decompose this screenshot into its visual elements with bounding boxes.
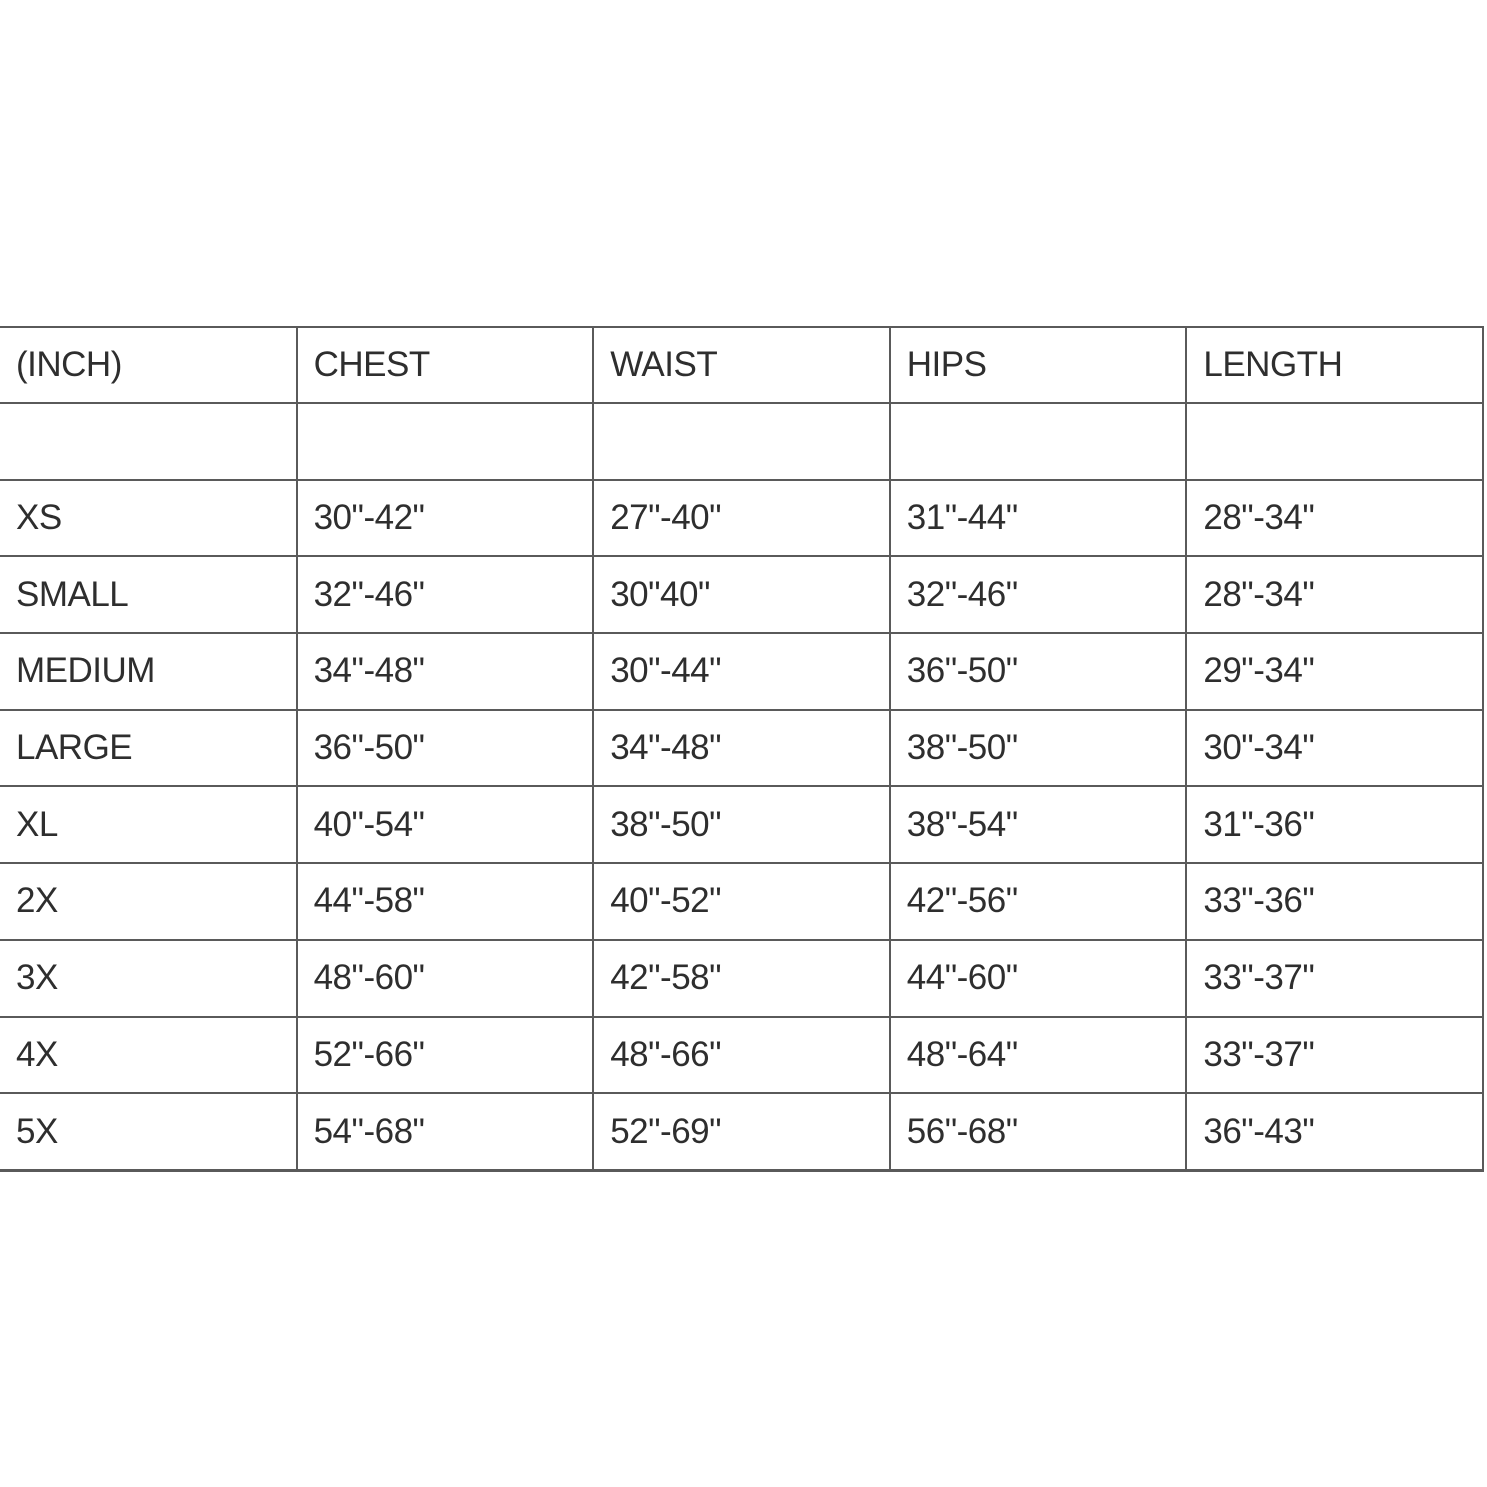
waist-value: 30"-44": [593, 633, 890, 710]
size-label: SMALL: [0, 556, 297, 633]
waist-value: 40"-52": [593, 863, 890, 940]
chest-value: 30"-42": [297, 480, 594, 557]
size-label: MEDIUM: [0, 633, 297, 710]
size-label: XL: [0, 786, 297, 863]
length-value: 36"-43": [1186, 1093, 1483, 1170]
size-label: 4X: [0, 1017, 297, 1094]
hips-value: 36"-50": [890, 633, 1187, 710]
chest-value: 52"-66": [297, 1017, 594, 1094]
header-unit: (INCH): [0, 327, 297, 403]
length-value: 28"-34": [1186, 556, 1483, 633]
hips-value: 44"-60": [890, 940, 1187, 1017]
waist-value: 34"-48": [593, 710, 890, 787]
waist-value: 52"-69": [593, 1093, 890, 1170]
table-row: [0, 710, 1483, 787]
table-row: [0, 1017, 1483, 1094]
chest-value: 34"-48": [297, 633, 594, 710]
length-value: 30"-34": [1186, 710, 1483, 787]
header-hips: HIPS: [890, 327, 1187, 403]
waist-value: 42"-58": [593, 940, 890, 1017]
table-row: [0, 556, 1483, 633]
length-value: 29"-34": [1186, 633, 1483, 710]
waist-value: 27"-40": [593, 480, 890, 557]
size-label: LARGE: [0, 710, 297, 787]
length-value: 28"-34": [1186, 480, 1483, 557]
table-row: [0, 786, 1483, 863]
header-chest: CHEST: [297, 327, 594, 403]
empty-cell: [297, 403, 594, 480]
table-row: [0, 633, 1483, 710]
header-length: LENGTH: [1186, 327, 1483, 403]
size-label: XS: [0, 480, 297, 557]
length-value: 33"-37": [1186, 1017, 1483, 1094]
waist-value: 38"-50": [593, 786, 890, 863]
header-waist: WAIST: [593, 327, 890, 403]
size-label: 3X: [0, 940, 297, 1017]
size-label: 5X: [0, 1093, 297, 1170]
length-value: 31"-36": [1186, 786, 1483, 863]
table-row: [0, 480, 1483, 557]
table-row: [0, 940, 1483, 1017]
chest-value: 40"-54": [297, 786, 594, 863]
hips-value: 42"-56": [890, 863, 1187, 940]
empty-cell: [890, 403, 1187, 480]
hips-value: 56"-68": [890, 1093, 1187, 1170]
chest-value: 44"-58": [297, 863, 594, 940]
empty-cell: [593, 403, 890, 480]
waist-value: 48"-66": [593, 1017, 890, 1094]
empty-row: [0, 403, 1483, 480]
chest-value: 48"-60": [297, 940, 594, 1017]
hips-value: 38"-50": [890, 710, 1187, 787]
header-row: [0, 327, 1483, 403]
chest-value: 54"-68": [297, 1093, 594, 1170]
empty-cell: [1186, 403, 1483, 480]
length-value: 33"-36": [1186, 863, 1483, 940]
size-label: 2X: [0, 863, 297, 940]
hips-value: 31"-44": [890, 480, 1187, 557]
hips-value: 38"-54": [890, 786, 1187, 863]
table-row: [0, 1093, 1483, 1170]
table-row: [0, 863, 1483, 940]
hips-value: 48"-64": [890, 1017, 1187, 1094]
length-value: 33"-37": [1186, 940, 1483, 1017]
empty-cell: [0, 403, 297, 480]
hips-value: 32"-46": [890, 556, 1187, 633]
chest-value: 32"-46": [297, 556, 594, 633]
size-chart-table: [0, 326, 1484, 1172]
chest-value: 36"-50": [297, 710, 594, 787]
waist-value: 30"40": [593, 556, 890, 633]
